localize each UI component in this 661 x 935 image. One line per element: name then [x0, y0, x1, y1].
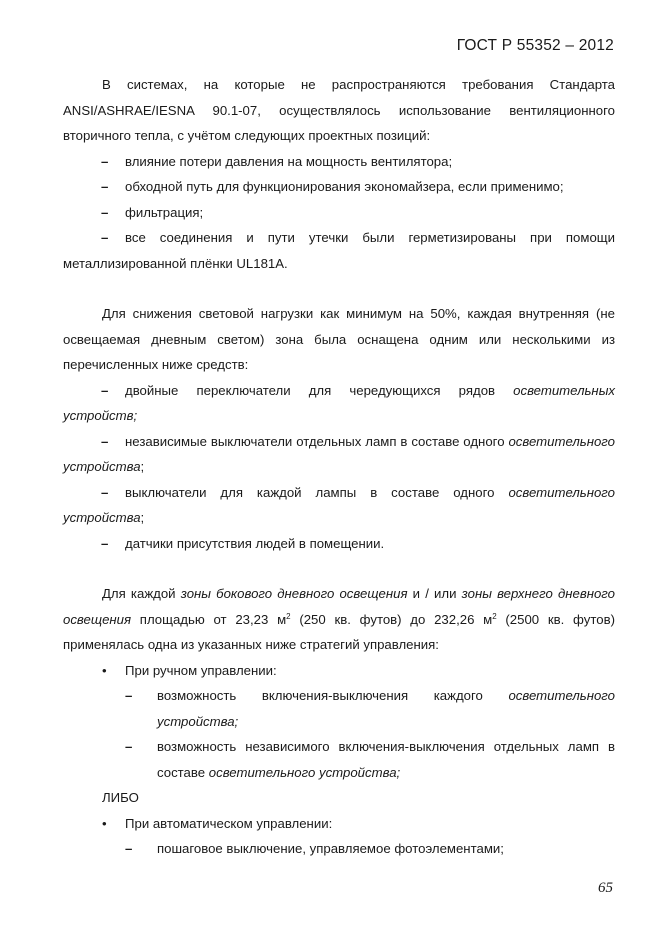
list-item: – фильтрация; — [63, 200, 615, 226]
or-label: ЛИБО — [102, 790, 139, 805]
document-header: ГОСТ Р 55352 – 2012 — [456, 37, 614, 54]
document-body — [63, 72, 615, 862]
dash-bullet: – — [101, 204, 109, 220]
sub-list-item: – возможность независимого включения-выключения отдельных ламп в составе осветительного устройства; — [63, 734, 615, 785]
sub-list-item: – возможность включения-выключения каждого осветительного устройства; — [63, 683, 615, 734]
list-item: – обходной путь для функционирования экономайзера, если применимо; — [63, 174, 615, 200]
section2-intro: Для снижения световой нагрузки как минимум на 50%, каждая внутренняя (не освещаемая дневным светом) зона была оснащена одним или несколькими из перечисленных ниже средств: — [63, 306, 615, 372]
dash-bullet: – — [101, 484, 109, 500]
dash-bullet: – — [101, 230, 109, 245]
section3-intro: Для каждой зоны бокового дневного освещения и / или зоны верхнего дневного освещения площадью от 23,23 $м^2$ (250 кв. футов) до 232,26 $м^2$ (2500 кв. футов) применялась одна из указанных ниже стратегий управления: — [63, 586, 615, 652]
bullet-dot: • — [102, 662, 107, 678]
list-item: – все соединения и пути утечки были герметизированы при помощи металлизированной плёнки UL181A. — [63, 225, 615, 276]
list-item: – независимые выключатели отдельных ламп в составе одного осветительного устройства; — [63, 429, 615, 480]
list-item-manual: • При ручном управлении: — [63, 658, 615, 684]
section1-intro: В системах, на которые не распространяются требования Стандарта ANSI/ASHRAE/IESNA 90.1-07, осуществлялось использование вентиляционного вторичного тепла, с учётом следующих проектных позиций: — [63, 77, 615, 143]
list-item: – влияние потери давления на мощность вентилятора; — [63, 149, 615, 175]
sub-list-item: – пошаговое выключение, управляемое фотоэлементами; — [63, 836, 615, 862]
dash-bullet: – — [101, 179, 109, 194]
dash-bullet: – — [101, 153, 109, 169]
list-item-auto: • При автоматическом управлении: — [63, 811, 615, 837]
dash-bullet: – — [125, 841, 133, 856]
dash-bullet: – — [101, 382, 109, 398]
dash-bullet: – — [101, 535, 109, 551]
list-item: – двойные переключатели для чередующихся рядов осветительных устройств; — [63, 378, 615, 429]
dash-bullet: – — [125, 739, 133, 754]
dash-bullet: – — [101, 433, 109, 449]
page-number: 65 — [598, 880, 613, 896]
list-item: – выключатели для каждой лампы в составе одного осветительного устройства; — [63, 480, 615, 531]
dash-bullet: – — [125, 688, 133, 703]
bullet-dot: • — [102, 815, 107, 831]
list-item: – датчики присутствия людей в помещении. — [63, 531, 615, 557]
